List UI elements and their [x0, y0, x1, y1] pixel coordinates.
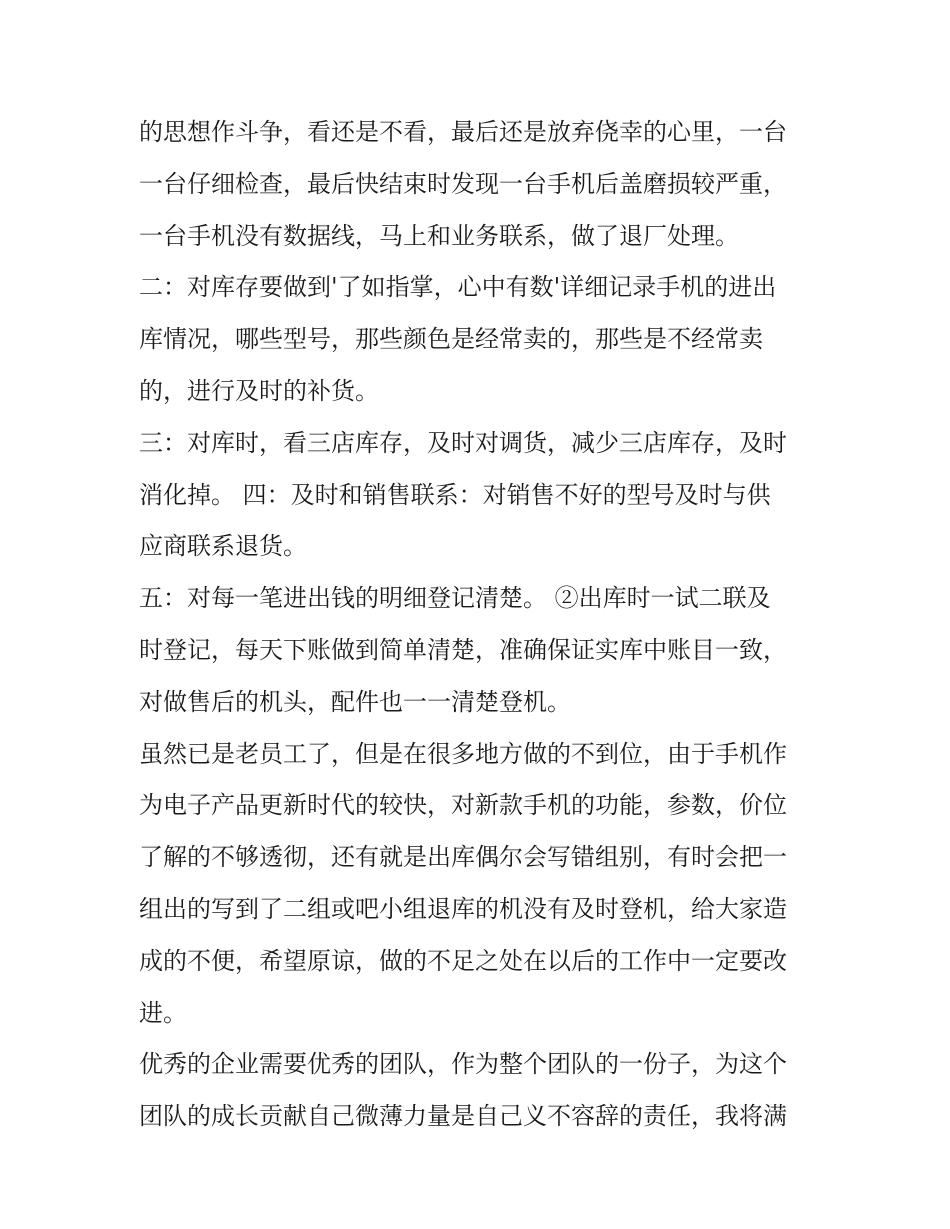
- text-line: 了解的不够透彻，还有就是出库偶尔会写错组别，有时会把一: [139, 843, 787, 872]
- text-line: 二：对库存要做到'了如指掌，心中有数'详细记录手机的进出: [139, 273, 777, 302]
- text-line: 三：对库时，看三店库存，及时对调货，减少三店库存，及时: [139, 428, 787, 457]
- text-line: 成的不便，希望原谅，做的不足之处在以后的工作中一定要改: [139, 946, 787, 975]
- text-line: 库情况，哪些型号，那些颜色是经常卖的，那些是不经常卖: [139, 325, 763, 354]
- text-line: 虽然已是老员工了，但是在很多地方做的不到位，由于手机作: [139, 739, 787, 768]
- text-line: 一台仔细检查，最后快结束时发现一台手机后盖磨损较严重，: [139, 169, 787, 198]
- text-line: 的思想作斗争，看还是不看，最后还是放弃侥幸的心里，一台: [139, 118, 787, 146]
- text-line: 一台手机没有数据线，马上和业务联系，做了退厂处理。: [139, 221, 739, 250]
- text-line: 对做售后的机头，配件也一一清楚登机。: [139, 687, 571, 716]
- text-line: 的，进行及时的补货。: [139, 376, 379, 405]
- text-line: 为电子产品更新时代的较快，对新款手机的功能，参数，价位: [139, 791, 787, 820]
- text-line: 应商联系退货。: [139, 532, 307, 561]
- body-text: [139, 107, 819, 1143]
- text-line: 五：对每一笔进出钱的明细登记清楚。 ②出库时一试二联及: [139, 584, 771, 613]
- text-line: 进。: [139, 998, 187, 1027]
- text-line: 优秀的企业需要优秀的团队，作为整个团队的一份子，为这个: [139, 1050, 787, 1079]
- text-line: 消化掉。 四：及时和销售联系：对销售不好的型号及时与供: [139, 480, 771, 509]
- text-line: 时登记，每天下账做到简单清楚，准确保证实库中账目一致，: [139, 635, 787, 664]
- text-line: 组出的写到了二组或吧小组退库的机没有及时登机，给大家造: [139, 894, 787, 923]
- text-line: 团队的成长贡献自己微薄力量是自己义不容辞的责任，我将满: [139, 1102, 787, 1131]
